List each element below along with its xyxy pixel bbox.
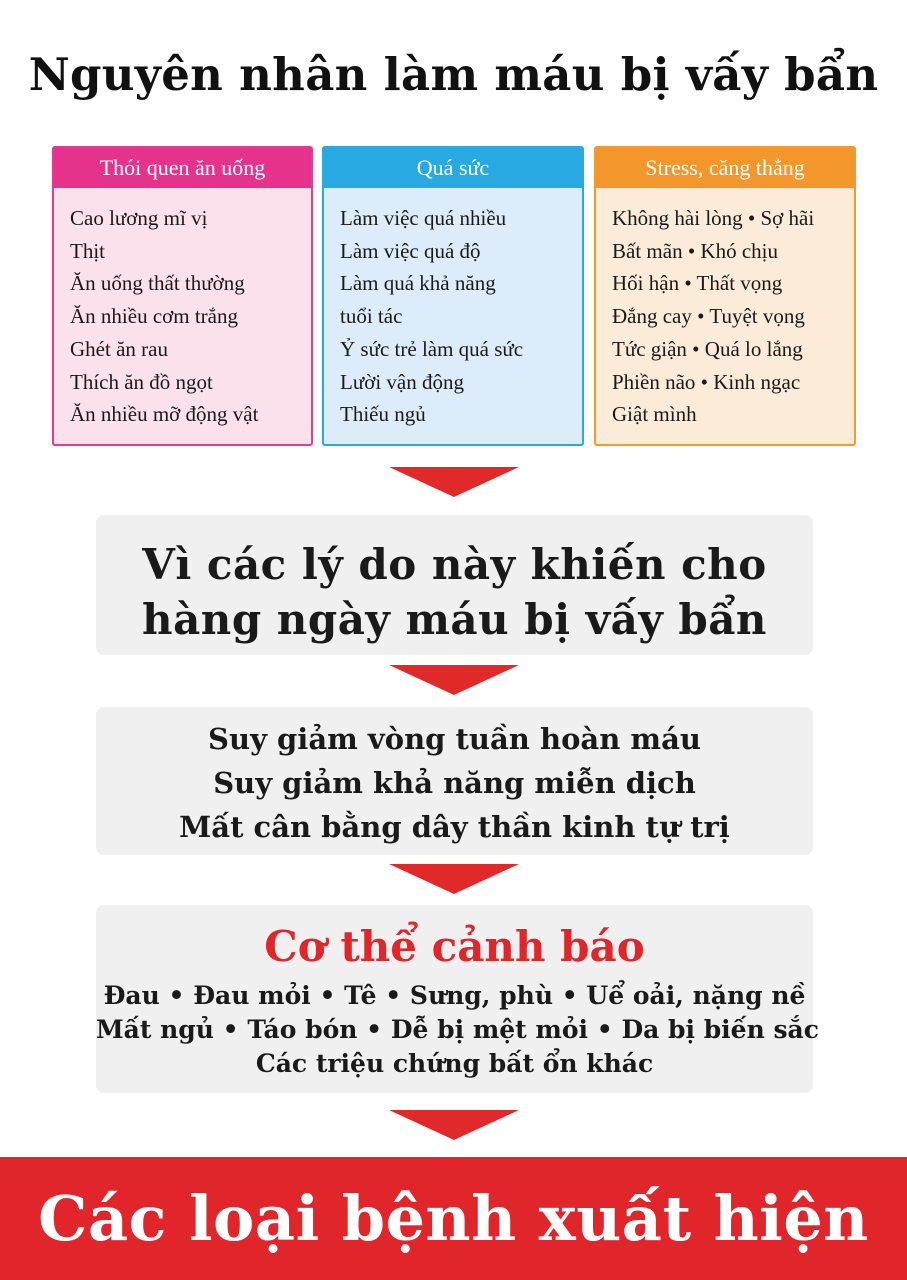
effects-box <box>96 707 813 855</box>
cause-item: Ỷ sức trẻ làm quá sức <box>340 336 524 361</box>
cause-item: Đắng cay • Tuyệt vọng <box>612 304 805 329</box>
column-header: Stress, căng thẳng <box>596 148 854 188</box>
reason-line: Vì các lý do này khiến cho <box>142 540 767 589</box>
symptom-line: Mất ngủ • Táo bón • Dễ bị mệt mỏi • Da bị biến sắc <box>96 1015 819 1044</box>
cause-item: Giật mình <box>612 402 697 427</box>
cause-item: tuổi tác <box>340 304 403 329</box>
cause-column-stress <box>594 146 856 446</box>
down-arrow-icon <box>389 1110 519 1140</box>
cause-item: Không hài lòng • Sợ hãi <box>612 206 815 230</box>
effect-line: Mất cân bằng dây thần kinh tự trị <box>179 810 730 844</box>
reason-box <box>96 515 813 655</box>
column-header: Quá sức <box>324 148 582 188</box>
footer-title: Các loại bệnh xuất hiện <box>38 1182 869 1255</box>
cause-list <box>54 188 311 431</box>
effect-line: Suy giảm khả năng miễn dịch <box>213 766 696 800</box>
reason-line: hàng ngày máu bị vấy bẩn <box>142 595 767 644</box>
footer-banner <box>0 1157 907 1280</box>
cause-item: Thích ăn đồ ngọt <box>70 369 213 394</box>
cause-item: Lười vận động <box>340 369 464 394</box>
cause-item: Làm việc quá độ <box>340 238 481 263</box>
cause-list <box>324 188 582 431</box>
effect-line: Suy giảm vòng tuần hoàn máu <box>208 722 701 756</box>
cause-list <box>596 188 854 431</box>
cause-column-eating-habits <box>52 146 313 446</box>
page-title: Nguyên nhân làm máu bị vấy bẩn <box>28 48 879 101</box>
cause-item: Hối hận • Thất vọng <box>612 271 783 296</box>
cause-item: Tức giận • Quá lo lắng <box>612 336 803 361</box>
cause-item: Bất mãn • Khó chịu <box>612 238 778 263</box>
cause-item: Ăn nhiều mỡ động vật <box>70 402 259 427</box>
warning-heading: Cơ thể cảnh báo <box>264 922 645 971</box>
symptom-line: Các triệu chứng bất ổn khác <box>255 1049 654 1078</box>
down-arrow-icon <box>389 665 519 695</box>
cause-item: Ăn nhiều cơm trắng <box>70 304 238 329</box>
down-arrow-icon <box>389 864 519 894</box>
warning-box <box>96 905 819 1093</box>
cause-item: Phiền não • Kinh ngạc <box>612 369 801 394</box>
cause-item: Thiếu ngủ <box>340 402 426 427</box>
cause-item: Làm quá khả năng <box>340 271 496 296</box>
column-header: Thói quen ăn uống <box>54 148 311 188</box>
cause-item: Làm việc quá nhiều <box>340 206 507 230</box>
cause-item: Thịt <box>70 238 105 263</box>
cause-column-overwork <box>322 146 584 446</box>
down-arrow-icon <box>389 467 519 497</box>
symptom-line: Đau • Đau mỏi • Tê • Sưng, phù • Uể oải, nặng nề <box>103 981 806 1010</box>
cause-item: Ăn uống thất thường <box>70 271 245 296</box>
cause-item: Ghét ăn rau <box>70 336 168 361</box>
cause-item: Cao lương mĩ vị <box>70 206 208 230</box>
